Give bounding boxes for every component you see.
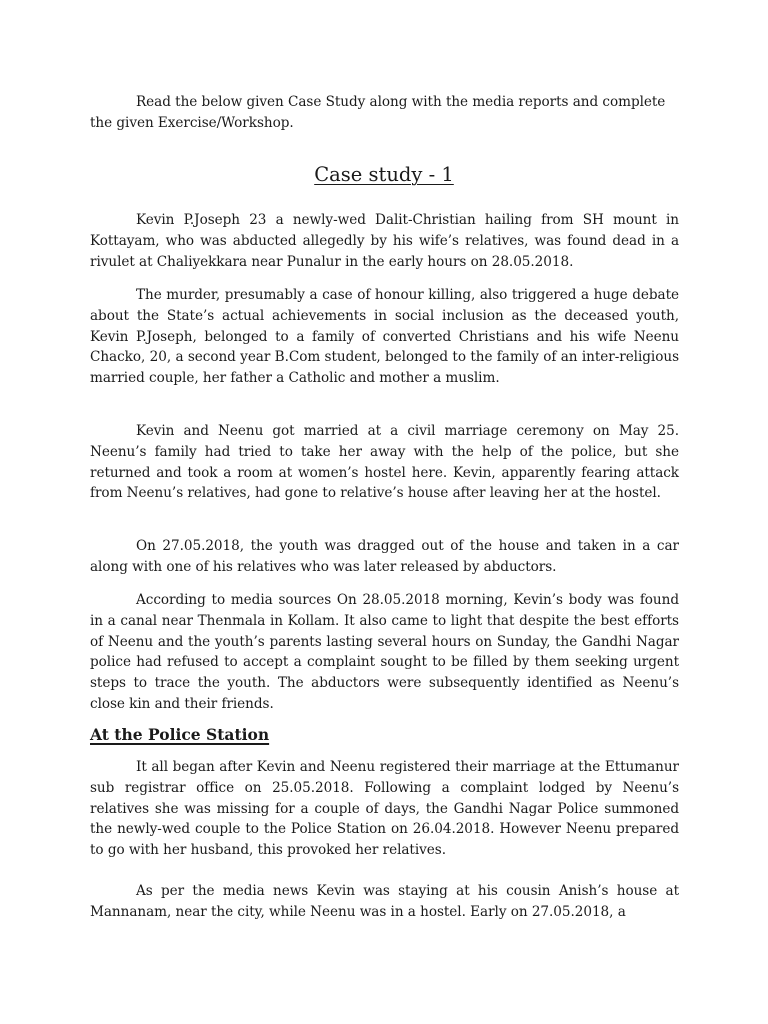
intro-paragraph: Read the below given Case Study along with the media reports and complete the given Exercise/Workshop. [90,94,666,131]
case-paragraph-4: On 27.05.2018, the youth was dragged out of the house and taken in a car along with one of his relatives who was later released by abductors. [90,538,679,575]
police-station-heading: At the Police Station [90,725,270,744]
case-paragraph-1: Kevin P.Joseph 23 a newly-wed Dalit-Christian hailing from SH mount in Kottayam, who was abducted allegedly by his wife’s relatives, was found dead in a rivulet at Chaliyekkara near Punalur in the early hours on 28.05.2018. [90,212,679,270]
police-station-paragraph-1: It all began after Kevin and Neenu registered their marriage at the Ettumanur sub registrar office on 25.05.2018. Following a complaint lodged by Neenu’s relatives she was missing for a couple of days, the Gandhi Nagar Police summoned the newly-wed couple to the Police Station on 26.04.2018. However Neenu prepared to go with her husband, this provoked her relatives. [90,759,679,859]
case-study-title [0,162,768,188]
police-station-paragraph-2: As per the media news Kevin was staying at his cousin Anish’s house at Mannanam, near the city, while Neenu was in a hostel. Early on 27.05.2018, a [90,883,679,920]
case-paragraph-5: According to media sources On 28.05.2018 morning, Kevin’s body was found in a canal near Thenmala in Kollam. It also came to light that despite the best efforts of Neenu and the youth’s parents lasting several hours on Sunday, the Gandhi Nagar police had refused to accept a complaint sought to be filled by them seeking urgent steps to trace the youth. The abductors were subsequently identified as Neenu’s close kin and their friends. [90,592,679,712]
case-study-title-text: Case study - 1 [314,163,454,186]
case-paragraph-3: Kevin and Neenu got married at a civil marriage ceremony on May 25. Neenu’s family had tried to take her away with the help of the police, but she returned and took a room at women’s hostel here. Kevin, apparently fearing attack from Neenu’s relatives, had gone to relative’s house after leaving her at the hostel. [90,423,679,502]
case-paragraph-2: The murder, presumably a case of honour killing, also triggered a huge debate about the State’s actual achievements in social inclusion as the deceased youth, Kevin P.Joseph, belonged to a family of converted Christians and his wife Neenu Chacko, 20, a second year B.Com student, belonged to the family of an inter-religious married couple, her father a Catholic and mother a muslim. [90,287,679,387]
